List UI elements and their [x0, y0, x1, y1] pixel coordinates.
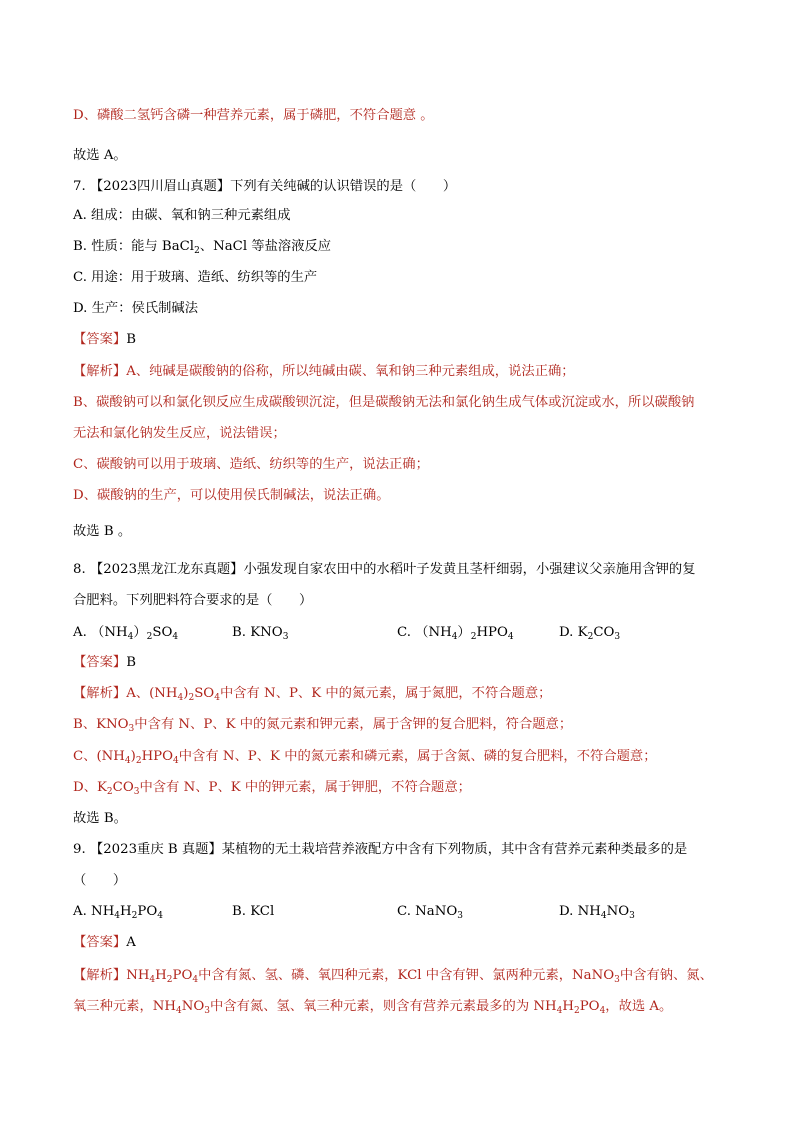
q7-analysis-a: 【解析】A、纯碱是碳酸钠的俗称，所以纯碱由碳、氧和钠三种元素组成，说法正确； — [73, 364, 575, 379]
q6-conclusion: 故选 A。 — [73, 148, 127, 163]
q7-option-c: C. 用途：用于玻璃、造纸、纺织等的生产 — [73, 270, 318, 285]
q8-option-b: B. $KNO_3$ — [232, 625, 289, 642]
q9-option-a: A. $NH_4H_2PO_4$ — [73, 904, 163, 921]
q8-option-a: A. $(NH_4)_2SO_4$ — [73, 625, 179, 642]
q8-conclusion: 故选 B。 — [73, 811, 127, 826]
q8-option-c: C. $(NH_4)_2HPO_4$ — [397, 625, 514, 642]
q7-conclusion: 故选 B 。 — [73, 524, 132, 539]
q7-stem — [73, 177, 456, 197]
q7-question: 下列有关纯碱的认识错误的是（ ） — [230, 179, 457, 194]
q9-stem-line1: 9. 【2023重庆 B 真题】某植物的无土栽培营养液配方中含有下列物质，其中含有营养元素种类最多的是 — [73, 842, 688, 857]
q8-option-d: D. $K_2CO_3$ — [559, 625, 621, 642]
q7-analysis-c: C、碳酸钠可以用于玻璃、造纸、纺织等的生产，说法正确； — [73, 457, 429, 472]
q9-number: 9. — [73, 842, 86, 857]
q9-option-b: B. KCl — [232, 904, 275, 919]
q9-option-d: D. $NH_4NO_3$ — [559, 904, 635, 921]
q8-stem-line1: 8. 【2023黑龙江龙东真题】小强发现自家农田中的水稻叶子发黄且茎杆细弱，小强建议父亲施用含钾的复 — [73, 562, 696, 577]
q9-answer: 【答案】A — [73, 935, 136, 950]
q7-analysis-d: D、碳酸钠的生产，可以使用侯氏制碱法，说法正确。 — [73, 488, 390, 503]
q8-stem-line2: 合肥料。下列肥料符合要求的是（ ） — [73, 593, 313, 608]
q7-answer: 【答案】B — [73, 332, 136, 347]
q8-answer: 【答案】B — [73, 655, 136, 670]
q8-number: 8. — [73, 562, 86, 577]
q8-analysis-a: 【解析】A、$(NH_4)_2SO_4$中含有 N、P、K 中的氮元素，属于氮肥，不符合题意； — [73, 686, 552, 703]
q8-analysis-c: C、$(NH_4)_2HPO_4$中含有 N、P、K 中的氮元素和磷元素，属于含氮、磷的复合肥料，不符合题意； — [73, 749, 657, 766]
q9-analysis-line2: 氧三种元素，$NH_4NO_3$中含有氮、氢、氧三种元素，则含有营养元素最多的为 $NH_4H_2PO_4$，故选 A。 — [73, 999, 673, 1016]
q6-option-d-analysis: D、磷酸二氢钙含磷一种营养元素，属于磷肥，不符合题意 。 — [73, 108, 434, 123]
q9-option-c: C. NaNO$_3$ — [397, 904, 463, 921]
q8-source: 【2023黑龙江龙东真题】 — [89, 562, 244, 577]
q7-option-b: B. 性质：能与 BaCl$_2$、NaCl 等盐溶液反应 — [73, 239, 332, 256]
q9-stem-line2: （ ） — [73, 873, 127, 888]
q7-number: 7. — [73, 179, 86, 194]
q9-source: 【2023重庆 B 真题】 — [89, 842, 222, 857]
q7-option-d: D. 生产：侯氏制碱法 — [73, 301, 199, 316]
q7-analysis-b-line1: B、碳酸钠可以和氯化钡反应生成碳酸钡沉淀，但是碳酸钠无法和氯化钠生成气体或沉淀或水，所以碳酸钠 — [73, 395, 695, 410]
q8-analysis-b: B、$KNO_3$中含有 N、P、K 中的氮元素和钾元素，属于含钾的复合肥料，符合题意； — [73, 717, 573, 734]
q7-analysis-b-line2: 无法和氯化钠发生反应，说法错误； — [73, 426, 286, 441]
q8-analysis-d: D、$K_2CO_3$中含有 N、P、K 中的钾元素，属于钾肥，不符合题意； — [73, 780, 471, 797]
q9-analysis-line1: 【解析】$NH_4H_2PO_4$中含有氮、氢、磷、氧四种元素，KCl 中含有钾、氯两种元素，NaNO$_3$中含有钠、氮、 — [73, 968, 713, 985]
q7-option-a: A. 组成：由碳、氧和钠三种元素组成 — [73, 208, 291, 223]
q7-source: 【2023四川眉山真题】 — [89, 179, 231, 194]
